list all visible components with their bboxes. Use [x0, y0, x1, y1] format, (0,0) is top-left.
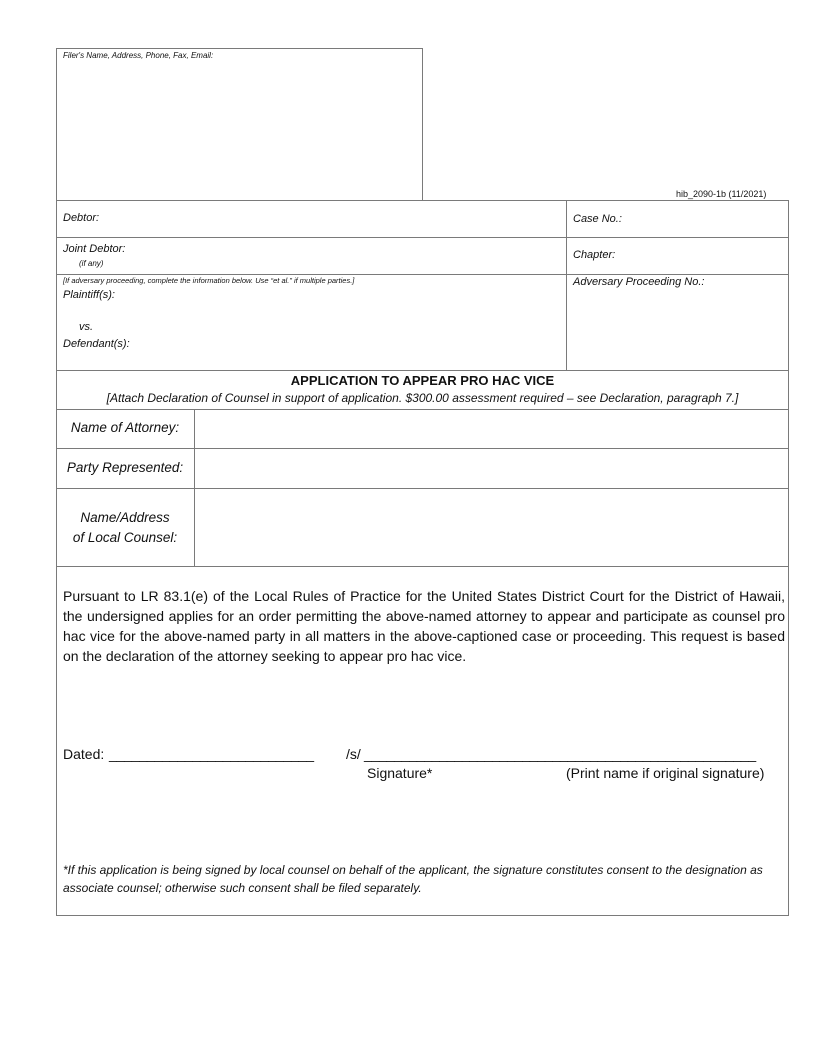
signature-line[interactable]: ____________________________________________________ [364, 746, 756, 762]
caption-divider [566, 200, 567, 371]
local-counsel-label-2: of Local Counsel: [72, 530, 178, 545]
defendant-label: Defendant(s): [63, 338, 130, 350]
adversary-no-label: Adversary Proceeding No.: [573, 276, 705, 288]
plaintiff-label: Plaintiff(s): [63, 289, 115, 301]
attorney-label: Name of Attorney: [70, 420, 180, 435]
print-name-label: (Print name if original signature) [566, 765, 765, 781]
signature-prefix: /s/ [346, 746, 361, 762]
application-body-text: Pursuant to LR 83.1(e) of the Local Rules of Practice for the United States District Court for the District of Hawaii, the undersigned applies for an order permitting the above-named attorney to appear and participate as counsel pro hac vice for the above-named party in all matters in the above-captioned case or proceeding. This request is based on the declaration of the attorney seeking to appear pro hac vice. [63, 588, 785, 664]
dated-label: Dated: [63, 746, 105, 762]
row-line [56, 566, 789, 567]
dated-line[interactable]: ___________________________ [109, 746, 314, 762]
filer-label: Filer's Name, Address, Phone, Fax, Email: [63, 51, 214, 60]
vs-label: vs. [79, 321, 94, 333]
party-field[interactable] [195, 449, 788, 488]
filer-box[interactable] [56, 48, 423, 201]
joint-debtor-label: Joint Debtor: [63, 243, 126, 255]
attorney-field[interactable] [195, 410, 788, 448]
signature-label: Signature* [367, 765, 433, 781]
debtor-label: Debtor: [63, 212, 100, 224]
caption-row-line [56, 274, 789, 275]
form-id: hib_2090-1b (11/2021) [676, 189, 767, 199]
caption-row-line [56, 237, 789, 238]
application-subtitle: [Attach Declaration of Counsel in support of application. $300.00 assessment required – see Declaration, paragraph 7.] [106, 391, 739, 405]
local-counsel-label-1: Name/Address [80, 510, 170, 525]
application-title: APPLICATION TO APPEAR PRO HAC VICE [290, 373, 555, 388]
party-label: Party Represented: [66, 460, 184, 475]
joint-debtor-note: (if any) [79, 259, 104, 268]
local-counsel-field[interactable] [195, 489, 788, 566]
chapter-label: Chapter: [573, 249, 616, 261]
adversary-note: [If adversary proceeding, complete the information below. Use “et al.” if multiple parties.] [63, 276, 355, 285]
case-no-label: Case No.: [573, 213, 622, 225]
footnote: *If this application is being signed by local counsel on behalf of the applicant, the signature constitutes consent to the designation as associate counsel; otherwise such consent shall be filed separately. [63, 863, 763, 895]
